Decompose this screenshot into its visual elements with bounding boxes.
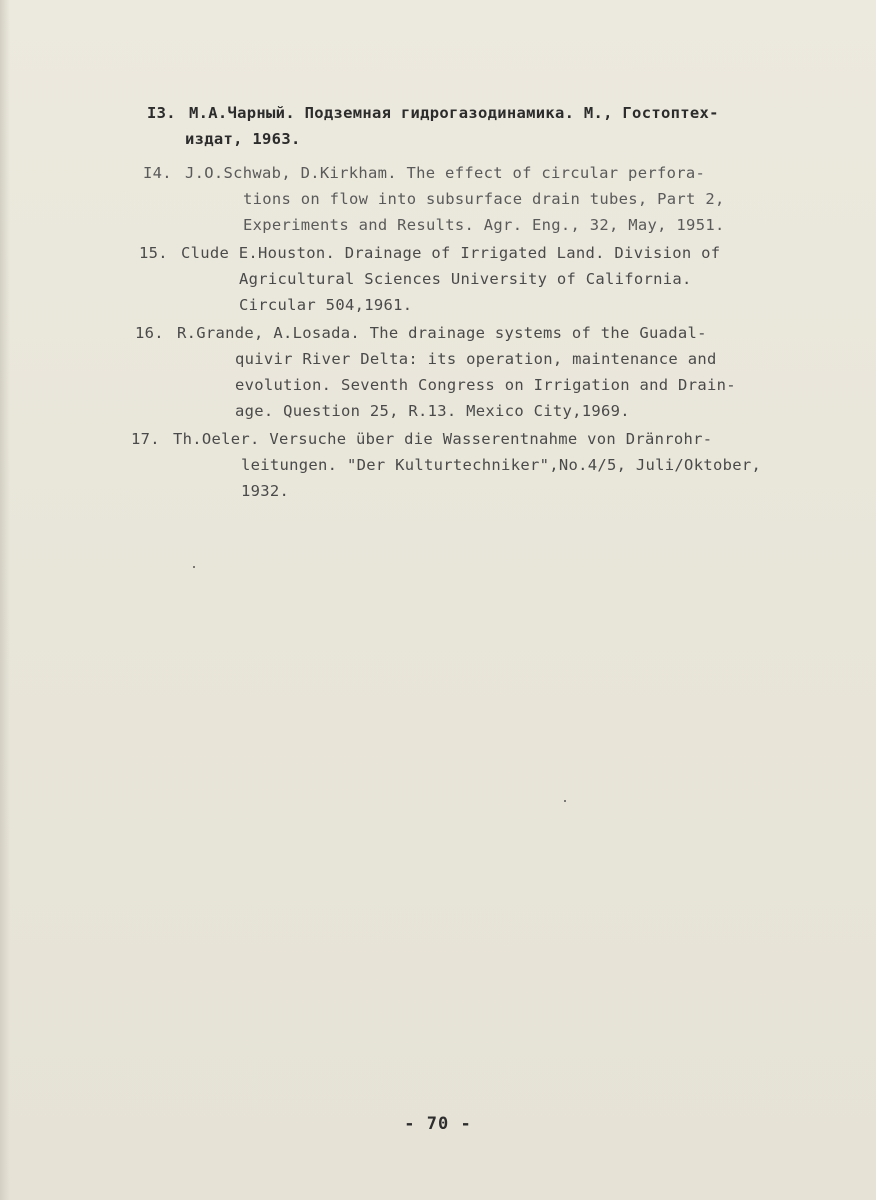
reference-line: Agricultural Sciences University of California. [239, 270, 692, 288]
reference-13 [147, 100, 719, 152]
reference-line: evolution. Seventh Congress on Irrigation and Drain- [235, 376, 736, 394]
reference-line: 1932. [241, 482, 290, 500]
reference-number: 15. [139, 244, 168, 262]
reference-line: R.Grande, A.Losada. The drainage systems of the Guadal- [177, 324, 707, 342]
reference-17 [131, 426, 761, 504]
page-number: - 70 - [404, 1114, 472, 1134]
reference-line: tions on flow into subsurface drain tubes, Part 2, [243, 190, 725, 208]
reference-line: leitungen. "Der Kulturtechniker",No.4/5, Juli/Oktober, [241, 456, 762, 474]
paper-speck [564, 800, 566, 802]
reference-line: М.А.Чарный. Подземная гидрогазодинамика. М., Гостоптех- [189, 104, 719, 122]
page-edge-shadow [0, 0, 10, 1200]
reference-15 [139, 240, 720, 318]
reference-line: Th.Oeler. Versuche über die Wasserentnahme von Dränrohr- [173, 430, 713, 448]
reference-line: Experiments and Results. Agr. Eng., 32, May, 1951. [243, 216, 725, 234]
reference-14 [143, 160, 725, 238]
reference-line: издат, 1963. [185, 130, 301, 148]
reference-number: I4. [143, 164, 172, 182]
reference-number: 16. [135, 324, 164, 342]
reference-16 [135, 320, 736, 424]
reference-line: J.O.Schwab, D.Kirkham. The effect of circular perfora- [185, 164, 706, 182]
reference-line: Clude E.Houston. Drainage of Irrigated Land. Division of [181, 244, 721, 262]
reference-line: quivir River Delta: its operation, maintenance and [235, 350, 717, 368]
paper-speck [193, 566, 195, 568]
reference-line: age. Question 25, R.13. Mexico City,1969. [235, 402, 630, 420]
reference-number: 17. [131, 430, 160, 448]
reference-line: Circular 504,1961. [239, 296, 413, 314]
reference-number: I3. [147, 104, 176, 122]
